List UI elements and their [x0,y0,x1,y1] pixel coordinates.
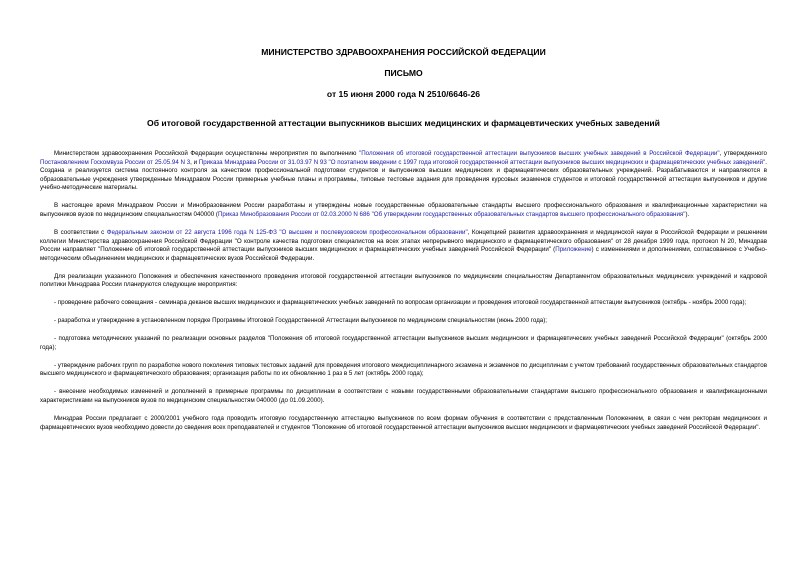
paragraph-3-text-3: ) с изменениями и дополнениями, согласованное с Учебно-методическим объединением медицинских и фармацевтических вузов Российской Федерации. [40,246,768,262]
link-goskomvuz-resolution[interactable]: Постановлением Госкомвуза России от 25.05.94 N 3 [40,158,191,166]
document-subject: Об итоговой государственной аттестации выпускников высших медицинских и фармацевтических учебных заведений [147,118,660,128]
link-regulation-state-attestation[interactable]: "Положения об итоговой государственной аттестации выпускников высших учебных заведений в Российской Федерации" [359,150,720,157]
paragraph-1-text-4: . Создана и реализуется система постоянного контроля за качеством профессиональной подготовки студентов и выпускников высших медицинских и фармацевтических образовательных учреждений. Разрабатываются и направляются в образовательные учреждения утвержденные Минздравом России примерные учебные планы и программы, типовые тестовые задания для проведения курсовых экзаменов студентов и итоговой государственной аттестации выпускников и другие учебно-методические материалы. [40,158,767,192]
paragraph-3-text-2: , Концепцией развития здравоохранения и медицинской науки в Российской Федерации и решением коллегии Министерства здравоохранения Российской Федерации "О контроле качества подготовки специалистов на всех этапах непрерывного медицинского и фармацевтического образования" от 28 декабря 1999 года, протокол N 20, Минздрав России направляет "Положение об итоговой государственной аттестации выпускников высших медицинских и фармацевтических учебных заведений Российской Федерации" ( [40,228,768,254]
paragraph-3 [40,229,767,263]
paragraph-2-text-2: ). [685,210,690,218]
paragraph-2-text-1: В настоящее время Минздравом России и Минобразованием России разработаны и утверждены новые государственные образовательные стандарты высшего профессионального образования и квалификационные характеристики на выпускников вузов по медицинским специальностям 040000 ( [40,202,767,218]
link-minobrazovaniya-order-686[interactable]: Приказ Минобразования России от 02.03.2000 N 686 "Об утверждении государственных образовательных стандартов высшего профессионального образования" [217,210,686,218]
document-type: ПИСЬМО [384,68,423,78]
link-minzdrav-order-93[interactable]: Приказа Минздрава России от 31.03.97 N 93 "О поэтапном введении с 1997 года итоговой государственной аттестации выпускников высших медицинских и фармацевтических учебных заведений" [198,158,766,166]
paragraph-4: Для реализации указанного Положения и обеспечения качественного проведения итоговой государственной аттестации выпускников по медицинским специальностям Департаментом образовательных медицинских учреждений и кадровой политики Минздрава России планируются следующие мероприятия: [40,272,767,289]
paragraph-1-text-2: , утвержденного [719,150,767,157]
paragraph-conclusion: Минздрав России предлагает с 2000/2001 учебного года проводить итоговую государственную аттестацию выпускников по всем формам обучения в соответствии с представленным Положением, в связи с чем ректорам медицинских и фармацевтических вузов необходимо довести до сведения всех преподавателей и студентов "Положение об итоговой государственной аттестации выпускников высших медицинских и фармацевтических учебных заведений Российской Федерации". [40,414,767,431]
document-body [40,150,767,432]
list-item-guidelines: - подготовка методических указаний по реализации основных разделов "Положения об итоговой государственной аттестации выпускников высших медицинских и фармацевтических учебных заведений Российской Федерации" (октябрь 2000 года); [40,335,767,351]
paragraph-1-text-1: Министерством здравоохранения Российской Федерации осуществлены мероприятия по выполнению [54,150,360,157]
list-item-working-groups: - утверждение рабочих групп по разработке нового поколения типовых тестовых заданий для проведения итогового междисциплинарного экзамена и экзаменов по дисциплинам с учетом требований государственных образовательных стандартов высшего медицинского и фармацевтического образования; организация работы по их обновлению 1 раз в 5 лет (октябрь 2000 года); [40,361,767,378]
list-item-program: - разработка и утверждение в установленном порядке Программы Итоговой Государственной Аттестации выпускников по медицинским специальностям (июнь 2000 года); [54,317,548,325]
paragraph-2 [40,202,767,219]
list-item-seminar: - проведение рабочего совещания - семинара деканов высших медицинских и фармацевтических учебных заведений по вопросам организации и проведения итоговой государственной аттестации выпускников (октябрь - ноябрь 2000 года); [54,299,747,307]
ministry-title: МИНИСТЕРСТВО ЗДРАВООХРАНЕНИЯ РОССИЙСКОЙ ФЕДЕРАЦИИ [261,47,546,57]
document-date-number: от 15 июня 2000 года N 2510/6646-26 [326,89,481,99]
link-federal-law-125fz[interactable]: Федеральным законом от 22 августа 1996 года N 125-ФЗ "О высшем и послевузовском профессиональном образовании" [106,228,468,236]
paragraph-1-text-3: , и [190,158,199,166]
paragraph-1 [40,150,767,193]
link-appendix[interactable]: Приложение [555,246,592,254]
list-item-curricula: - внесение необходимых изменений и дополнений в примерные программы по дисциплинам в соответствии с новыми государственными образовательными стандартами высшего профессионального образования и квалификационными характеристиками на выпускников вузов по медицинским специальностям 040000 (до 01.09.2000). [40,388,767,404]
paragraph-3-text-1: В соответствии с [54,228,107,236]
